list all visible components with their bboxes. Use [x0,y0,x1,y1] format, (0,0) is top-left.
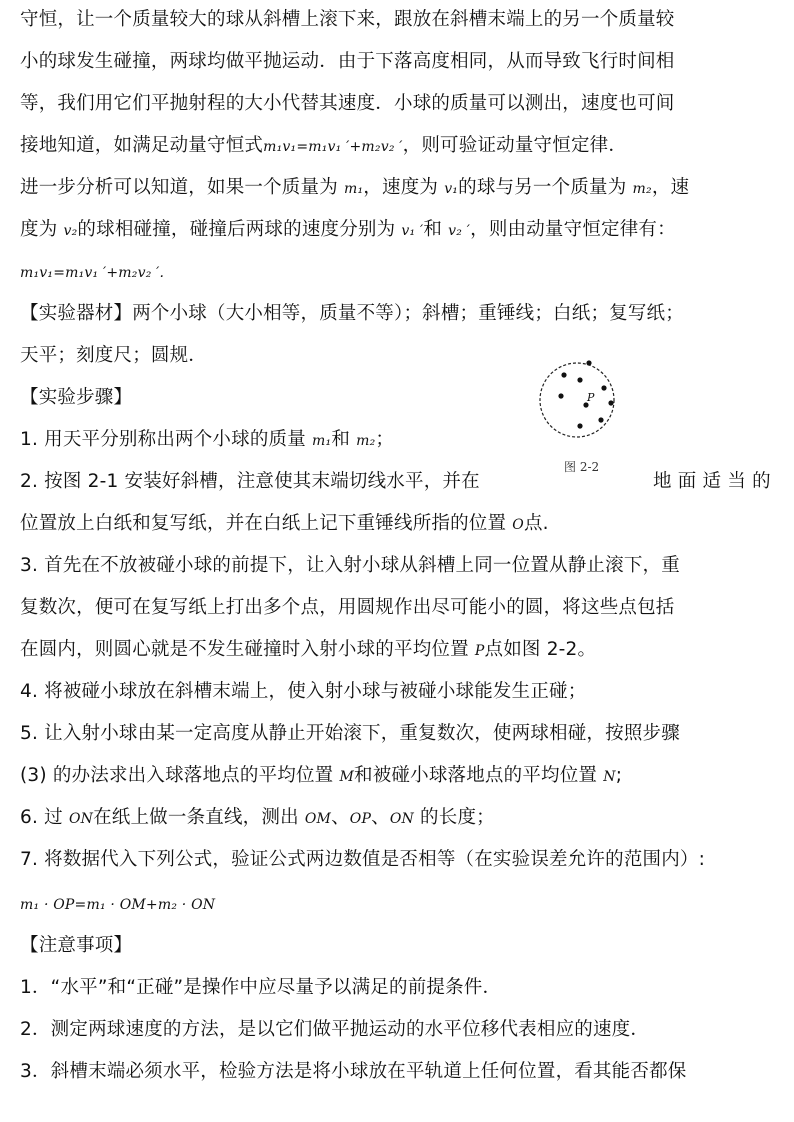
figure-landing-points [537,355,617,450]
step-2 [20,470,480,494]
text-fragment: 点. [523,513,549,534]
symbol-v1: v₁ [444,181,459,197]
text-fragment: 和 [331,429,351,450]
symbol-v2: v₂ [63,223,78,239]
formula-text: m₁ · OP=m₁ · OM+m₂ · ON [20,897,216,913]
step-2-right: 地 面 适 当 的 [653,471,771,492]
text-line: 复数次，便可在复写纸上打出多个点，用圆规作出尽可能小的圆，将这些点包括 [20,597,675,618]
landing-point [577,377,582,382]
segment-on: ON [389,811,414,827]
text-fragment: 点如图 2-2。 [484,639,597,660]
segment-on: ON [68,811,94,827]
text-line [20,512,549,537]
text-line: 等，我们用它们平抛射程的大小代替其速度．小球的质量可以测出，速度也可间 [20,93,675,114]
landing-point [598,417,603,422]
step-4: 4. 将被碰小球放在斜槽末端上，使入射小球与被碰小球能发生正碰； [20,681,587,702]
text-fragment: 1. 用天平分别称出两个小球的质量 [20,429,306,450]
text-fragment: ，速度为 [363,177,439,198]
symbol-v2-prime: v₂ ′ [448,223,471,239]
text-fragment: ； [375,429,395,450]
step-6 [20,806,495,831]
text-fragment: 的球相碰撞，碰撞后两球的速度分别为 [77,219,396,240]
segment-om: OM [304,811,332,827]
enclosing-circle [540,363,614,437]
landing-point [561,372,566,377]
point-m-label: M [339,769,355,785]
text-line: 守恒，让一个质量较大的球从斜槽上滚下来，跟放在斜槽末端上的另一个质量较 [20,9,675,30]
text-fragment: (3) 的办法求出入球落地点的平均位置 [20,765,334,786]
symbol-m1: m₁ [312,433,332,449]
center-label: P [587,391,595,404]
text-fragment: ，则可验证动量守恒定律． [402,135,628,156]
text-fragment: 的长度； [420,807,495,828]
text-fragment: ，则由动量守恒定律有： [470,219,676,240]
landing-point [586,360,591,365]
note-2: 2．测定两球速度的方法，是以它们做平抛运动的水平位移代表相应的速度． [20,1019,650,1040]
symbol-m1: m₁ [344,181,364,197]
landing-point [577,423,582,428]
verification-formula [20,892,215,917]
note-1: 1．“水平”和“正碰”是操作中应尽量予以满足的前提条件． [20,977,502,998]
text-fragment: ，速 [651,177,690,198]
momentum-formula: m₁v₁=m₁v₁ ′+m₂v₂ ′. [20,265,165,281]
text-fragment: 、 [371,807,390,828]
text-fragment: 、 [331,807,350,828]
point-n-label: N [603,769,616,785]
text-line [20,218,676,243]
step-3: 3. 首先在不放被碰小球的前提下，让入射小球从斜槽上同一位置从静止滚下，重 [20,555,680,576]
text-line [20,176,689,201]
text-fragment: 和被碰小球落地点的平均位置 [354,765,598,786]
section-notes-heading: 【注意事项】 [20,935,133,956]
text-fragment: 和 [423,219,443,240]
point-p-label: P [474,643,485,659]
point-o-label: O [512,517,524,533]
section-steps-heading: 【实验步骤】 [20,387,133,408]
symbol-m2: m₂ [356,433,376,449]
text-fragment: ; [615,765,623,786]
momentum-formula: m₁v₁=m₁v₁ ′+m₂v₂ ′ [263,139,403,155]
section-equipment: 【实验器材】两个小球（大小相等，质量不等）；斜槽；重锤线；白纸；复写纸； [20,303,684,324]
text-fragment: 位置放上白纸和复写纸，并在白纸上记下重锤线所指的位置 [20,513,507,534]
text-fragment: 6. 过 [20,807,63,828]
figure-caption: 图 2-2 [564,460,600,474]
text-line: 小的球发生碰撞，两球均做平抛运动．由于下落高度相同，从而导致飞行时间相 [20,51,675,72]
text-fragment: 2. 按图 2-1 安装好斜槽，注意使其末端切线水平，并在 [20,471,480,492]
text-line: 天平；刻度尺；圆规． [20,345,208,366]
text-line [20,134,627,159]
symbol-v1-prime: v₁ ′ [401,223,424,239]
note-3: 3．斜槽末端必须水平，检验方法是将小球放在平轨道上任何位置，看其能否都保 [20,1061,687,1082]
text-fragment: 在纸上做一条直线，测出 [93,807,299,828]
symbol-m2: m₂ [632,181,652,197]
text-fragment: 接地知道，如满足动量守恒式 [20,135,264,156]
segment-op: OP [349,811,372,827]
step-7: 7. 将数据代入下列公式，验证公式两边数值是否相等（在实验误差允许的范围内）: [20,849,706,870]
text-fragment: 度为 [20,219,58,240]
landing-point [601,385,606,390]
text-fragment: 进一步分析可以知道，如果一个质量为 [20,177,338,198]
landing-point [558,393,563,398]
text-fragment: 的球与另一个质量为 [458,177,627,198]
text-fragment: 在圆内，则圆心就是不发生碰撞时入射小球的平均位置 [20,639,469,660]
text-line [20,638,596,663]
step-1 [20,428,394,453]
step-5: 5. 让入射小球由某一定高度从静止开始滚下，重复数次，使两球相碰，按照步骤 [20,723,680,744]
landing-point [608,400,613,405]
text-line [20,260,164,285]
text-line [20,764,622,789]
